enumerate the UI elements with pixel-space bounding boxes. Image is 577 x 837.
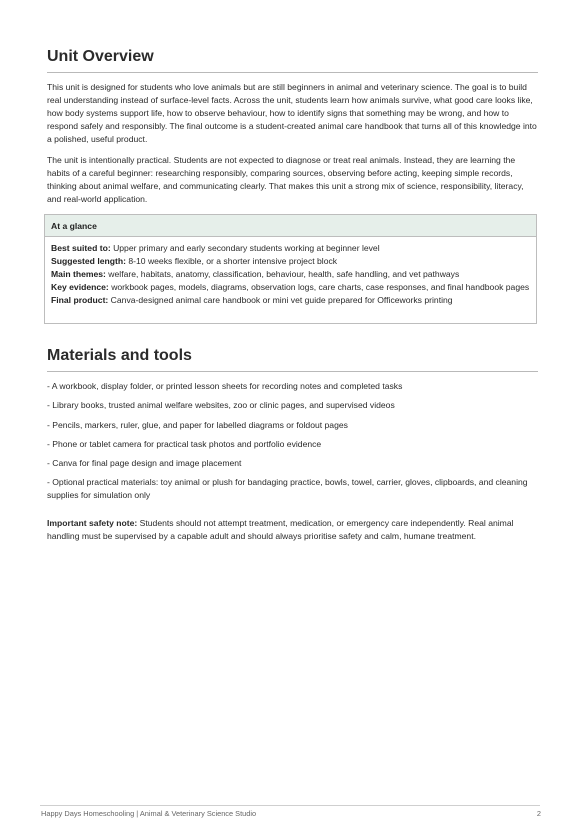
materials-item: - Optional practical materials: toy animal or plush for bandaging practice, bowls, towel, carrier, gloves, clipboards, and cleaning supplies for simulation only: [47, 477, 528, 500]
glance-value: Canva-designed animal care handbook or mini vet guide prepared for Officeworks printing: [108, 295, 453, 305]
at-a-glance-title: At a glance: [45, 215, 536, 237]
safety-note-text: Students should not attempt treatment, medication, or emergency care independently. Real animal handling must be supervised by a capable adult and should always prioritise safety and calm, humane treatment.: [47, 518, 514, 541]
glance-row-themes: [51, 268, 530, 281]
section-heading-unit-overview: Unit Overview: [47, 48, 154, 65]
materials-item: - Library books, trusted animal welfare websites, zoo or clinic pages, and supervised videos: [47, 400, 395, 410]
section-heading-materials: Materials and tools: [47, 347, 192, 364]
glance-label: Best suited to:: [51, 243, 111, 253]
footer-rule: [40, 805, 540, 806]
safety-note: [47, 517, 539, 543]
glance-row-evidence: [51, 281, 530, 294]
glance-label: Final product:: [51, 295, 109, 305]
overview-paragraph-2: The unit is intentionally practical. Students are not expected to diagnose or treat real animals. Instead, they are learning the habits of a careful beginner: researching responsibly, comparing sources, observing before acting, keeping simple records, thinking about animal welfare, and communicating clearly. That makes this unit a strong mix of science, responsibility, literacy, and real-world application.: [47, 155, 524, 204]
glance-row-best-suited: [51, 242, 530, 255]
glance-value: welfare, habitats, anatomy, classification, behaviour, health, safe handling, and vet pathways: [105, 269, 460, 279]
glance-value: workbook pages, models, diagrams, observation logs, care charts, case responses, and final handbook pages: [108, 282, 530, 292]
at-a-glance-body: [45, 237, 536, 307]
glance-value: Upper primary and early secondary students working at beginner level: [110, 243, 380, 253]
glance-label: Key evidence:: [51, 282, 109, 292]
overview-paragraph-1: This unit is designed for students who love animals but are still beginners in animal and veterinary science. The goal is to build real understanding instead of surface-level facts. Across the unit, students learn how animals survive, what good care looks like, how body systems support life, how to observe behaviour, how to identify signs that something may be wrong, and how to respond safely and responsibly. The final outcome is a student-created animal care handbook that turns all of this knowledge into a polished, useful product.: [47, 82, 537, 144]
footer-title: Happy Days Homeschooling | Animal & Veterinary Science Studio: [41, 809, 257, 818]
glance-row-length: [51, 255, 530, 268]
page-number: 2: [536, 809, 541, 818]
glance-value: 8-10 weeks flexible, or a shorter intensive project block: [125, 256, 338, 266]
glance-row-final-product: [51, 294, 530, 307]
heading-rule: [47, 371, 538, 372]
materials-item: - A workbook, display folder, or printed lesson sheets for recording notes and completed tasks: [47, 381, 403, 391]
materials-item: - Pencils, markers, ruler, glue, and paper for labelled diagrams or foldout pages: [47, 420, 348, 430]
glance-label: Main themes:: [51, 269, 106, 279]
at-a-glance-box: [44, 214, 537, 324]
materials-item: - Phone or tablet camera for practical task photos and portfolio evidence: [47, 439, 322, 449]
heading-rule: [47, 72, 538, 73]
safety-note-label: Important safety note:: [47, 518, 138, 528]
materials-item: - Canva for final page design and image placement: [47, 458, 242, 468]
glance-label: Suggested length:: [51, 256, 126, 266]
